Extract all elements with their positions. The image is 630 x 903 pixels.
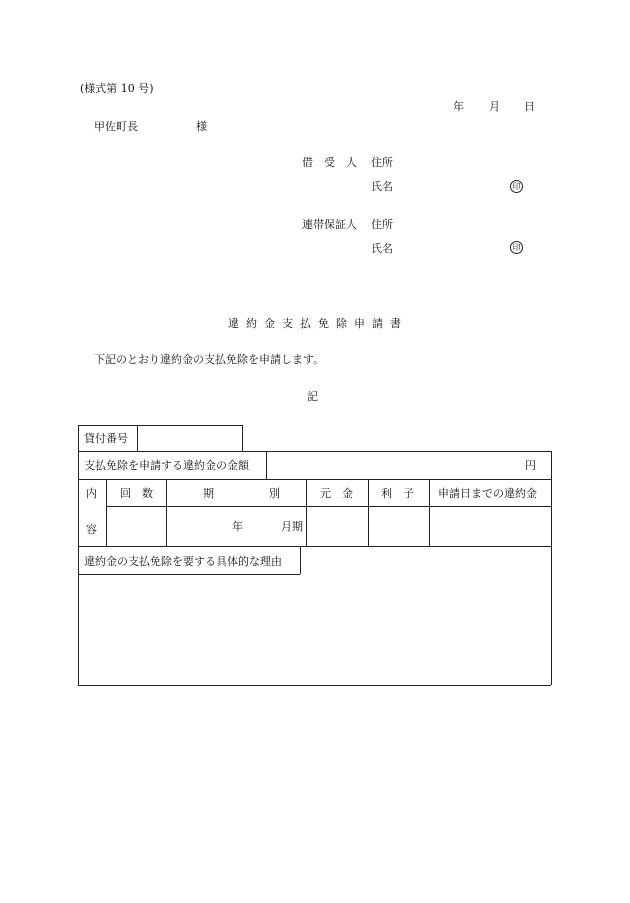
period-year: 年 bbox=[232, 520, 243, 533]
addressee-honorific: 様 bbox=[196, 120, 207, 133]
date-month: 月 bbox=[489, 100, 500, 113]
intro-text: 下記のとおり違約金の支払免除を申請します。 bbox=[94, 353, 325, 366]
col-period: 期 別 bbox=[203, 487, 280, 500]
borrower-role: 借 受 人 bbox=[302, 156, 357, 169]
col-principal: 元 金 bbox=[320, 487, 353, 500]
amount-label: 支払免除を申請する違約金の金額 bbox=[84, 459, 249, 472]
period-month: 月期 bbox=[281, 520, 303, 533]
content-label-2: 容 bbox=[86, 523, 97, 536]
guarantor-role: 連帯保証人 bbox=[302, 218, 357, 231]
guarantor-seal-icon: 印 bbox=[510, 241, 523, 254]
date-day: 日 bbox=[524, 100, 535, 113]
borrower-name-label: 氏名 bbox=[371, 180, 393, 193]
col-count: 回 数 bbox=[120, 487, 153, 500]
reason-label: 違約金の支払免除を要する具体的な理由 bbox=[84, 555, 282, 568]
borrower-seal-icon: 印 bbox=[510, 180, 523, 193]
col-interest: 利 子 bbox=[381, 487, 414, 500]
ki-heading: 記 bbox=[307, 390, 318, 403]
content-label-1: 内 bbox=[86, 487, 97, 500]
col-penalty: 申請日までの違約金 bbox=[438, 487, 537, 500]
yen-unit: 円 bbox=[525, 459, 536, 472]
date-year: 年 bbox=[453, 100, 464, 113]
form-number: (様式第 10 号) bbox=[80, 82, 154, 95]
document-title: 違約金支払免除申請書 bbox=[228, 317, 408, 330]
guarantor-address-label: 住所 bbox=[371, 218, 393, 231]
borrower-address-label: 住所 bbox=[371, 156, 393, 169]
loan-number-label: 貸付番号 bbox=[84, 432, 128, 445]
addressee-name: 甲佐町長 bbox=[94, 120, 138, 133]
guarantor-name-label: 氏名 bbox=[371, 242, 393, 255]
